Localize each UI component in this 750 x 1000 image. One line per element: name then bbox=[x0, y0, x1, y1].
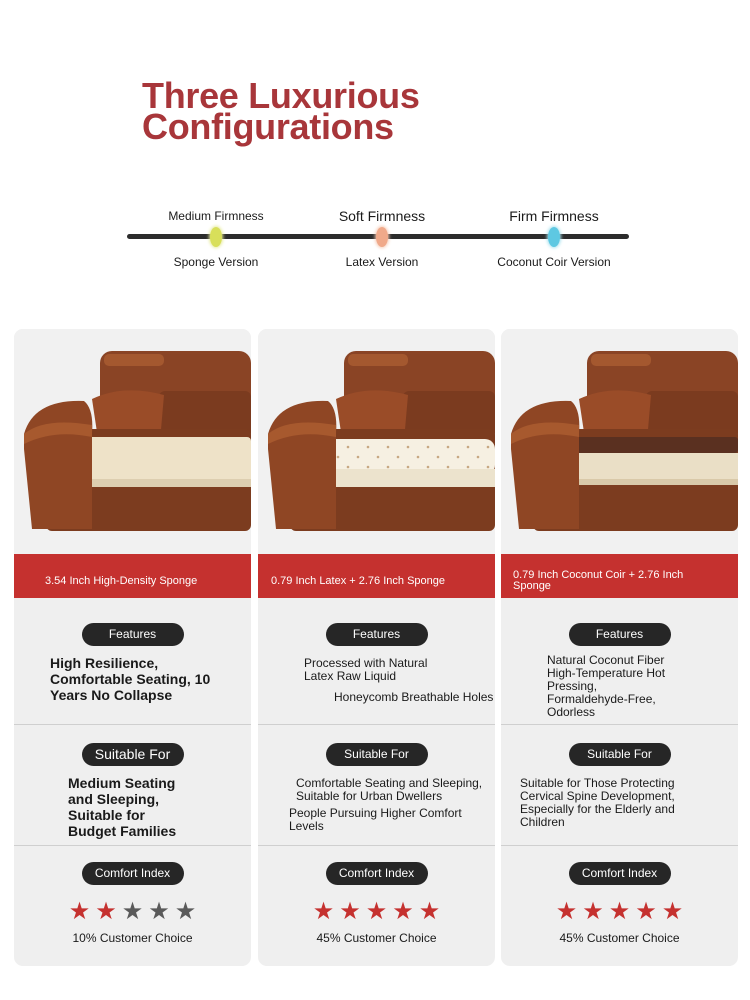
comfort-rating bbox=[501, 899, 738, 923]
features-line: Formaldehyde-Free, bbox=[547, 692, 656, 706]
firmness-marker-icon bbox=[548, 227, 560, 247]
comfort-badge: Comfort Index bbox=[82, 862, 184, 885]
features-section bbox=[501, 623, 738, 725]
features-line: Latex Raw Liquid bbox=[304, 669, 397, 683]
comfort-badge: Comfort Index bbox=[326, 862, 428, 885]
suitable-line: Children bbox=[520, 815, 565, 829]
features-line: Comfortable Seating, 10 bbox=[50, 671, 211, 687]
material-banner: 0.79 Inch Latex + 2.76 Inch Sponge bbox=[258, 554, 495, 598]
suitable-text bbox=[14, 775, 251, 839]
features-line: Natural Coconut Fiber bbox=[547, 653, 665, 667]
material-banner: 0.79 Inch Coconut Coir + 2.76 Inch Sponge bbox=[501, 554, 738, 598]
suitable-badge: Suitable For bbox=[569, 743, 671, 766]
star-filled-icon: ★ bbox=[339, 897, 361, 925]
star-filled-icon: ★ bbox=[68, 897, 91, 925]
star-empty-icon: ★ bbox=[174, 897, 197, 925]
features-text bbox=[258, 657, 495, 704]
features-badge: Features bbox=[326, 623, 428, 646]
sofa-image-coconut bbox=[501, 329, 738, 554]
suitable-line: Budget Families bbox=[68, 823, 177, 839]
features-badge: Features bbox=[569, 623, 671, 646]
suitable-section bbox=[501, 743, 738, 846]
suitable-line: Especially for the Elderly and bbox=[520, 802, 675, 816]
features-text bbox=[14, 655, 251, 703]
star-filled-icon: ★ bbox=[312, 897, 335, 925]
suitable-line: Comfortable Seating and Sleeping, bbox=[296, 776, 483, 790]
sofa-image-latex bbox=[258, 329, 495, 554]
star-filled-icon: ★ bbox=[582, 897, 604, 925]
firmness-point-soft bbox=[292, 205, 472, 269]
features-line: Odorless bbox=[547, 705, 596, 719]
firmness-point-firm bbox=[464, 205, 644, 269]
customer-choice: 10% Customer Choice bbox=[72, 931, 193, 945]
features-text bbox=[501, 654, 738, 719]
comfort-section bbox=[501, 862, 738, 966]
star-filled-icon: ★ bbox=[365, 897, 388, 925]
suitable-text bbox=[258, 777, 495, 833]
comfort-rating bbox=[14, 899, 251, 923]
star-filled-icon: ★ bbox=[608, 897, 631, 925]
version-label: Coconut Coir Version bbox=[497, 255, 611, 269]
comfort-section bbox=[14, 862, 251, 966]
firmness-marker-icon bbox=[376, 227, 388, 247]
star-filled-icon: ★ bbox=[555, 897, 578, 925]
features-line: Years No Collapse bbox=[50, 687, 173, 703]
suitable-text bbox=[501, 777, 738, 829]
firmness-label: Soft Firmness bbox=[338, 208, 426, 224]
star-filled-icon: ★ bbox=[95, 897, 117, 925]
config-card-coconut bbox=[501, 329, 738, 966]
title-block bbox=[142, 75, 472, 147]
firmness-marker-icon bbox=[210, 227, 222, 247]
suitable-line: Cervical Spine Development, bbox=[520, 789, 675, 803]
features-section bbox=[14, 623, 251, 725]
features-line: Processed with Natural bbox=[304, 656, 428, 670]
suitable-badge: Suitable For bbox=[326, 743, 428, 766]
config-card-latex bbox=[258, 329, 495, 966]
star-empty-icon: ★ bbox=[121, 897, 144, 925]
features-line: High Resilience, bbox=[50, 655, 159, 671]
suitable-line: People Pursuing Higher Comfort Levels bbox=[289, 806, 462, 833]
suitable-line: Suitable for Those Protecting bbox=[520, 776, 675, 790]
features-badge: Features bbox=[82, 623, 184, 646]
firmness-point-medium bbox=[126, 205, 306, 269]
page-title-line-1: Three Luxurious bbox=[142, 75, 420, 116]
suitable-line: Suitable for bbox=[68, 807, 146, 823]
comfort-badge: Comfort Index bbox=[569, 862, 671, 885]
features-line: Honeycomb Breathable Holes bbox=[334, 690, 494, 704]
firmness-label: Medium Firmness bbox=[168, 209, 264, 223]
star-filled-icon: ★ bbox=[418, 897, 441, 925]
star-filled-icon: ★ bbox=[392, 897, 414, 925]
suitable-section bbox=[258, 743, 495, 846]
firmness-label: Firm Firmness bbox=[509, 208, 599, 224]
config-card-sponge bbox=[14, 329, 251, 966]
features-section bbox=[258, 623, 495, 725]
customer-choice: 45% Customer Choice bbox=[316, 931, 437, 945]
comfort-section bbox=[258, 862, 495, 966]
star-filled-icon: ★ bbox=[661, 897, 684, 925]
material-banner: 3.54 Inch High-Density Sponge bbox=[14, 554, 251, 598]
suitable-section bbox=[14, 743, 251, 846]
star-empty-icon: ★ bbox=[148, 897, 170, 925]
version-label: Sponge Version bbox=[173, 255, 259, 269]
suitable-line: Suitable for Urban Dwellers bbox=[296, 789, 443, 803]
sofa-image-sponge bbox=[14, 329, 251, 554]
suitable-badge: Suitable For bbox=[82, 743, 184, 766]
suitable-line: Medium Seating bbox=[68, 775, 176, 791]
page-title-line-2: Configurations bbox=[142, 106, 394, 147]
features-line: Pressing, bbox=[547, 679, 598, 693]
features-line: High-Temperature Hot bbox=[547, 666, 666, 680]
star-filled-icon: ★ bbox=[635, 897, 657, 925]
customer-choice: 45% Customer Choice bbox=[559, 931, 680, 945]
version-label: Latex Version bbox=[345, 255, 419, 269]
comfort-rating bbox=[258, 899, 495, 923]
firmness-scale bbox=[127, 205, 629, 275]
suitable-line: and Sleeping, bbox=[68, 791, 160, 807]
